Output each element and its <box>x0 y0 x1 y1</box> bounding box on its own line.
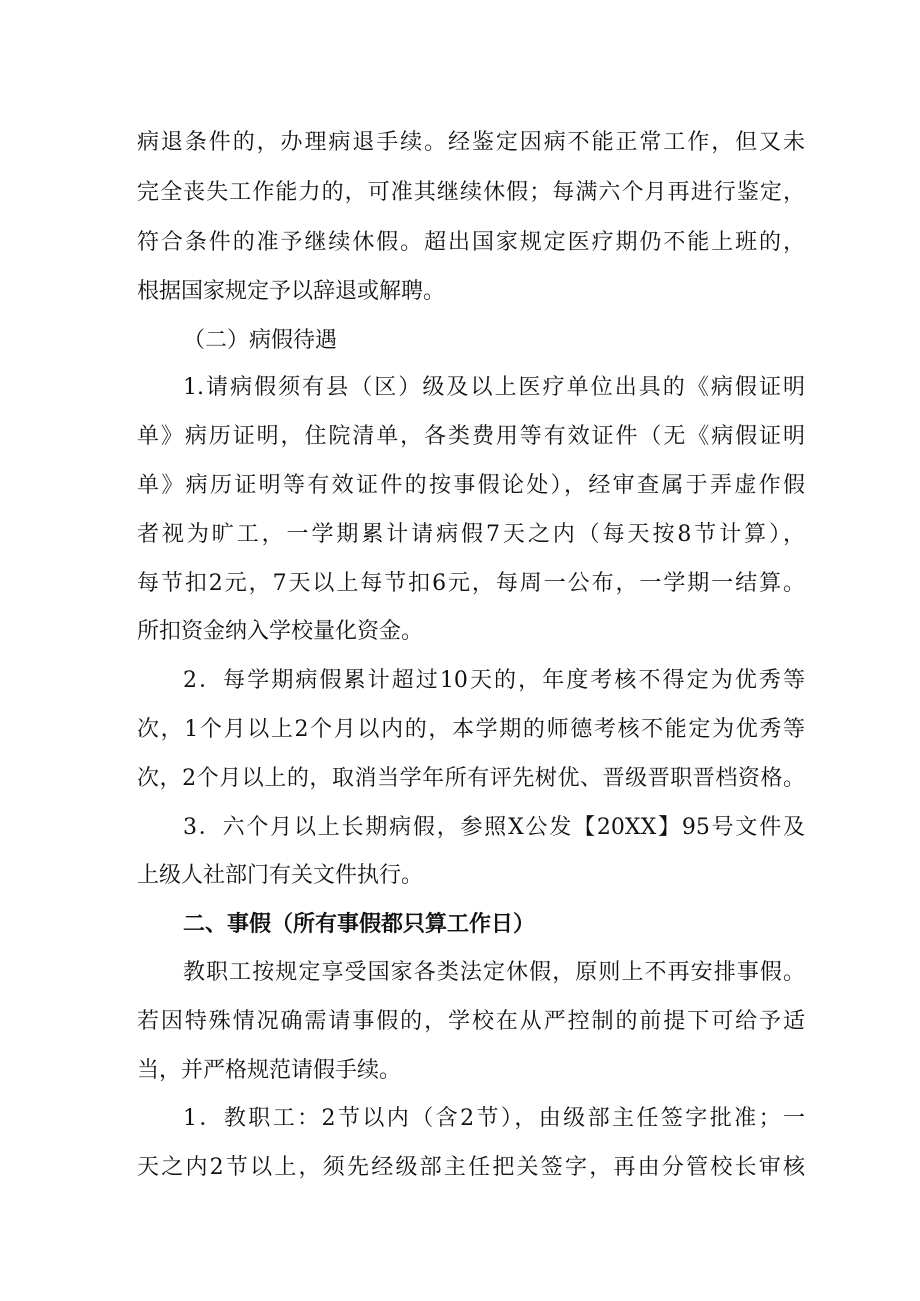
paragraph-line: 1.请病假须有县（区）级及以上医疗单位出具的《病假证明 <box>183 375 805 400</box>
paragraph-line: 完全丧失工作能力的，可准其继续休假；每满六个月再进行鉴定， <box>137 180 805 205</box>
paragraph-line: 单》病历证明等有效证件的按事假论处），经审查属于弄虚作假 <box>137 473 805 498</box>
paragraph-line: 教职工按规定享受国家各类法定休假，原则上不再安排事假。 <box>183 960 805 985</box>
paragraph-line: 天之内2节以上，须先经级部主任把关签字，再由分管校长审核 <box>137 1155 805 1180</box>
paragraph-line: 3．六个月以上长期病假，参照X公发【20XX】95号文件及 <box>183 815 805 840</box>
paragraph-line: 若因特殊情况确需请事假的，学校在从严控制的前提下可给予适 <box>137 1009 805 1034</box>
paragraph-line: 次，1个月以上2个月以内的，本学期的师德考核不能定为优秀等 <box>137 717 805 742</box>
paragraph-line: 根据国家规定予以辞退或解聘。 <box>137 279 446 304</box>
paragraph-line: 病退条件的，办理病退手续。经鉴定因病不能正常工作，但又未 <box>137 130 805 155</box>
paragraph-line: 1．教职工：2节以内（含2节），由级部主任签字批准；一 <box>183 1106 805 1131</box>
paragraph-line: 次，2个月以上的，取消当学年所有评先树优、晋级晋职晋档资格。 <box>137 766 805 791</box>
paragraph-line: 当，并严格规范请假手续。 <box>137 1058 402 1083</box>
paragraph-line: 上级人社部门有关文件执行。 <box>137 863 424 888</box>
paragraph-line: 2．每学期病假累计超过10天的，年度考核不得定为优秀等 <box>183 668 805 693</box>
paragraph-line: 每节扣2元，7天以上每节扣6元，每周一公布，一学期一结算。 <box>137 571 805 596</box>
paragraph-line: 单》病历证明，住院清单，各类费用等有效证件（无《病假证明 <box>137 424 805 449</box>
paragraph-line: 所扣资金纳入学校量化资金。 <box>137 619 424 644</box>
paragraph-line: 者视为旷工，一学期累计请病假7天之内（每天按8节计算）， <box>137 522 805 547</box>
paragraph-line: 符合条件的准予继续休假。超出国家规定医疗期仍不能上班的， <box>137 230 805 255</box>
section-heading-personal-leave: 二、事假（所有事假都只算工作日） <box>183 912 536 937</box>
section-heading-sick-leave-benefits: （二）病假待遇 <box>183 328 338 353</box>
